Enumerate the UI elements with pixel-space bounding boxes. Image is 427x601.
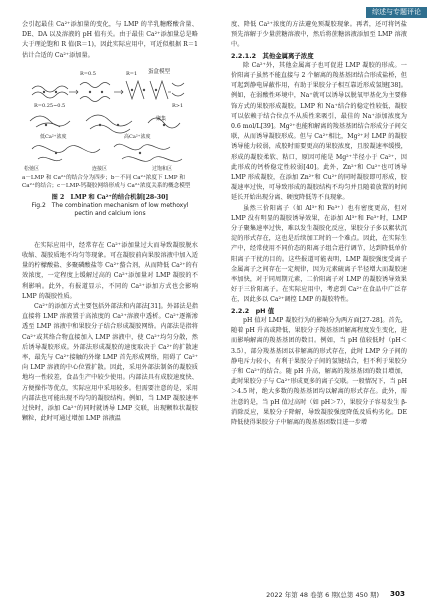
left-column (22, 20, 198, 424)
paragraph: 度、降低 Ca²⁺浓度的方法避免预凝胶现象。再者，还可将钙盐预先溶解于少量蔗糖溶液中，然后将蔗糖溶液添加至 LMP 溶液中。 (231, 21, 407, 49)
paragraph: 除 Ca²⁺外，其他金属离子也可促进 LMP 凝胶的形成。一价阳离子虽然不能直接与 2 个解离的羧基基团结合形成盐桥，但可起到静电屏蔽作用，有助于果胶分子相互靠近形成氢键[38]。例如，在弱酸性环境中，Na⁺就可以诱导以脱氧甲基化为主要修饰方式的果胶形成凝胶。LMP 和 Na⁺结合的稳定性较低，凝胶可以依赖于结合位点不从质性来吸引，最佳的 Na⁺添加浓度为 0.6 mol/L[39]。Mg²⁺也能和解离的羧基基团结合形成分子间交联，从而诱导凝胶形成。但与 Ca²⁺相比，Mg²⁺对 LMP 的凝胶诱导能力较弱，成胶时需要更高的果胶浓度，且胶凝速率缓慢，形成的凝胶柔软、粘口，原因可能是 Mg²⁺半径小于 Ca²⁺，因此形成的钙桥稳定性较弱[40]。此外，Zn²⁺和 Cu²⁺也可诱导 LMP 形成凝胶，在添加 Zn²⁺和 Cu²⁺的同时凝胶即可形成，胶凝速率过快，可导致形成的凝胶结构不均匀并且随着放置的时间延长开始出现分离、硬度降低等不良现象。 (231, 61, 407, 202)
label-egg-box: 蛋盒模型 (148, 68, 171, 75)
label-r-one: R=1 (126, 70, 138, 77)
figure-title-en: Fig.2 The combination mechanism of low methoxyl (31, 201, 189, 209)
paragraph: pH 值对 LMP 凝胶行为的影响分为两方面[27-28]。首先，随着 pH 升高或降低，果胶分子羧基基团解离程度发生变化，进而影响解离的羧基基团的数目。例如，当 pH 值较低时（pH＜3.5），部分羧基基团以非解离的形式存在，此时 LMP 分子间的静电斥力较小，有利于果胶分子间的氢键结合，但不利于果胶分子和 Ca²⁺的结合。随 pH 升高，解离的羧基基团的数目增加，此时果胶分子与 Ca²⁺形成更多的离子交联。一般情况下，当 pH＞4.5 时，绝大多数的羧基基团均以解离的形式存在。此外，需注意的是，当 pH 值过高时（如 pH＞7），果胶分子容易发生 β-消除反应，果胶分子降解，导致凝胶强度降低及质构劣化。DE 降低使得果胶分子中解离的羧基基团数目进一步增 (231, 316, 407, 426)
figure-title-cn: 图 2 LMP 和 Ca²⁺的结合机制[28-30] (51, 193, 169, 201)
page-footer (0, 589, 427, 601)
label-low-ca: 低Ca²⁺浓度 (40, 133, 67, 140)
page-number: 303 (389, 589, 405, 598)
label-aggregation: 聚集 (156, 115, 167, 122)
figure-2 (22, 63, 198, 218)
paragraph: 在实际应用中，经常存在 Ca²⁺添加量过大而导致凝胶脱水收缩、凝胶质地不均匀等现象。可在凝胶前向果胶溶液中加入适量的柠檬酸盐、多聚磷酸盐等 Ca²⁺螯合剂，从而降低 Ca²⁺的有效浓度，一定程度上缓解过高的 Ca²⁺添加量对 LMP 凝胶的不利影响。此外，有报道显示，不同的 Ca²⁺添加方式也会影响 LMP 的凝胶性质。 (22, 241, 198, 300)
paragraph: Ca²⁺的添加方式主要包括外部法和内部法[31]。外部法是指直接将 LMP 溶液置于高浓度的 Ca²⁺溶液中透析。Ca²⁺逐渐渗透至 LMP 溶液中和果胶分子结合形成凝胶网络。内部法是指将 Ca²⁺或其络合物直接加入 LMP 溶液中，使 Ca²⁺均匀分散，然后诱导凝胶形成。外部法形成凝胶的速度取决于 Ca²⁺的扩散速率，最先与 Ca²⁺接触的外缘 LMP 首先形成网络，阻碍了 Ca²⁺向 LMP 溶液的中心位置扩散。因此，采用外部法制备的凝胶质地均一性较差，食品生产中较少使用。内部法具有成胶速度快、方便操作等优点，实际应用中采用较多。但需要注意的是，采用内部法也可能出现不均匀的凝胶结构。例如，当 LMP 凝胶速率过快时，添加 Ca²⁺的同时就诱导 LMP 交联，出现颗粒状凝胶颗粒，此时可通过增加 LMP 溶液温 (22, 303, 198, 423)
paragraph: 会引起最佳 Ca²⁺添加量的变化，与 LMP 的半乳糖醛酸含量、DE、DA 以及溶液的 pH 值有关。由于最佳 Ca²⁺添加量总是略大于理论饱和 R 值(R＝1)，因此实际应用中，可近似根据 R＝1 估计合适的 Ca²⁺添加量。 (22, 21, 198, 59)
figure-title-en-2: pectin and calcium ions (74, 210, 146, 218)
label-r-range: R=0.25~0.5 (34, 102, 66, 109)
paragraph: 虽然三价阳离子（如 Al³⁺和 Fe³⁺）也有密度更高，但对 LMP 没有明显的凝胶诱导效果，在添加 Al³⁺和 Fe³⁺时，LMP 分子聚集速率过快，难以发生凝胶化反应，果胶分子多以絮状沉淀的形式存在，这也是后续加工时的一个难点。因此，在实际生产中，经常使用不同价态的阳离子组合进行调节，达到降低单价阳离子干扰的目的。这些报道可能表明，LMP 凝胶强度受离子金属离子之间存在一定规律，因为元素硫离子半径增大而凝胶速率加快，对于同周期元素，二价阳离子对 LMP 的凝胶诱导效果好于三价阳离子。在实际应用中，考虑到 Ca²⁺在食品中广泛存在，因此多以 Ca²⁺调控 LMP 的凝胶特性。 (231, 204, 407, 304)
journal-info: 2022 年第 48 卷第 6 期(总第 450 期) (266, 591, 379, 599)
label-r-half: R=0.5 (80, 70, 96, 77)
section-tag: 综述与专题评论 (366, 7, 427, 18)
label-loose-zone: 松弛区 (24, 165, 40, 172)
mechanism-diagram (22, 63, 198, 171)
label-oversat-zone: 过饱和区 (152, 165, 173, 172)
right-column (231, 20, 407, 428)
section-heading: 2.2.2 pH 值 (231, 306, 275, 315)
label-high-ca: 高Ca²⁺浓度 (124, 133, 151, 140)
label-junction-zone: 连接区 (92, 165, 108, 172)
label-r-over: R>1 (172, 102, 184, 109)
figure-caption: a－LMP 和 Ca²⁺的结合分为四步；b－不同 Ca²⁺浓度下 LMP 和 Ca²⁺的结合；c－LMP-钙凝胶网络形成与 Ca²⁺浓度关系的概念模型 (22, 174, 191, 189)
section-heading: 2.2.1.2 其他金属离子浓度 (231, 51, 314, 60)
